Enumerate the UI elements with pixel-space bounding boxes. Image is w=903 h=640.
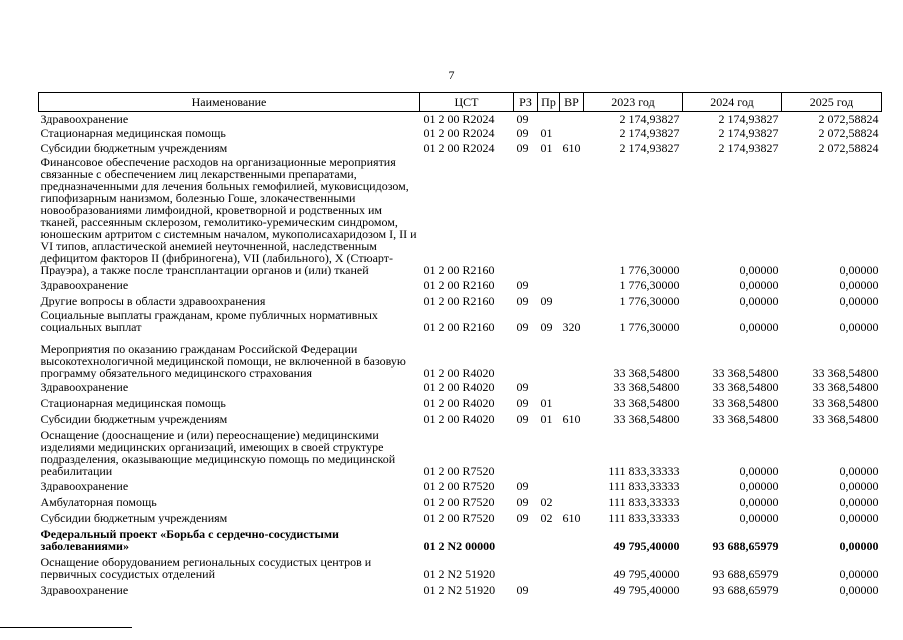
row-2023: 1 776,30000 bbox=[619, 293, 680, 307]
row-cst: 01 2 00 R7520 bbox=[423, 510, 495, 524]
table-header-row bbox=[39, 93, 882, 112]
row-2024: 33 368,54800 bbox=[712, 379, 779, 393]
row-name: Мероприятия по оказанию гражданам Российской Федерации высокотехнологичной медицинской помощи, не включенной в базовую программу обязательного медицинского страхования bbox=[40, 341, 406, 379]
row-2023: 49 795,40000 bbox=[613, 566, 680, 580]
row-vr bbox=[560, 477, 584, 492]
row-2024: 93 688,65979 bbox=[712, 538, 779, 552]
row-cst: 01 2 00 R2024 bbox=[423, 140, 495, 154]
row-2024: 0,00000 bbox=[739, 494, 779, 508]
header-name: Наименование bbox=[39, 93, 420, 112]
row-2023: 49 795,40000 bbox=[613, 538, 680, 552]
table-row bbox=[39, 580, 882, 596]
row-vr bbox=[560, 580, 584, 596]
row-2023: 2 174,93827 bbox=[619, 125, 680, 139]
row-2024: 0,00000 bbox=[739, 277, 779, 291]
row-pr: 02 bbox=[540, 510, 553, 524]
row-rz bbox=[514, 524, 538, 552]
row-pr bbox=[538, 425, 560, 477]
row-2025: 0,00000 bbox=[839, 494, 879, 508]
row-rz bbox=[514, 552, 538, 580]
row-2024: 93 688,65979 bbox=[712, 566, 779, 580]
row-name: Субсидии бюджетным учреждениям bbox=[40, 411, 228, 425]
row-cst: 01 2 N2 00000 bbox=[423, 538, 496, 552]
row-name: Здравоохранение bbox=[40, 111, 129, 125]
budget-table bbox=[38, 92, 882, 596]
row-2025: 0,00000 bbox=[839, 478, 879, 492]
table-row bbox=[39, 276, 882, 291]
table-row bbox=[39, 524, 882, 552]
row-cst: 01 2 00 R2024 bbox=[423, 125, 495, 139]
row-2023: 33 368,54800 bbox=[613, 395, 680, 409]
row-vr bbox=[560, 552, 584, 580]
table-row bbox=[39, 139, 882, 154]
row-2025: 0,00000 bbox=[839, 293, 879, 307]
table-row bbox=[39, 291, 882, 307]
row-pr bbox=[538, 154, 560, 276]
row-vr bbox=[560, 154, 584, 276]
row-cst: 01 2 00 R4020 bbox=[423, 411, 495, 425]
row-cst: 01 2 00 R7520 bbox=[423, 494, 495, 508]
row-pr bbox=[538, 580, 560, 596]
row-2023: 111 833,33333 bbox=[608, 510, 680, 524]
page-number: 7 bbox=[448, 68, 455, 82]
row-2024: 33 368,54800 bbox=[712, 365, 779, 379]
row-2025: 33 368,54800 bbox=[812, 411, 879, 425]
row-2025: 0,00000 bbox=[839, 463, 879, 477]
row-cst: 01 2 00 R4020 bbox=[423, 395, 495, 409]
row-2025: 33 368,54800 bbox=[812, 379, 879, 393]
row-rz: 09 bbox=[516, 411, 529, 425]
row-2023: 1 776,30000 bbox=[619, 277, 680, 291]
row-pr: 09 bbox=[540, 319, 553, 333]
row-vr: 610 bbox=[562, 510, 581, 524]
row-cst: 01 2 00 R2160 bbox=[423, 262, 495, 276]
row-vr bbox=[560, 333, 584, 379]
row-pr bbox=[538, 379, 560, 393]
row-cst: 01 2 N2 51920 bbox=[423, 582, 496, 596]
row-rz: 09 bbox=[516, 319, 529, 333]
row-cst: 01 2 00 R4020 bbox=[423, 365, 495, 379]
row-2025: 0,00000 bbox=[839, 319, 879, 333]
row-pr: 01 bbox=[540, 395, 553, 409]
row-rz: 09 bbox=[516, 111, 529, 125]
row-rz: 09 bbox=[516, 125, 529, 139]
row-cst: 01 2 00 R7520 bbox=[423, 478, 495, 492]
row-pr: 01 bbox=[540, 411, 553, 425]
row-name: Здравоохранение bbox=[40, 582, 129, 596]
row-pr: 01 bbox=[540, 140, 553, 154]
row-2025: 0,00000 bbox=[839, 538, 879, 552]
row-name: Здравоохранение bbox=[40, 478, 129, 492]
table-row bbox=[39, 425, 882, 477]
row-pr: 09 bbox=[540, 293, 553, 307]
row-pr bbox=[538, 477, 560, 492]
row-2023: 2 174,93827 bbox=[619, 111, 680, 125]
row-rz bbox=[514, 154, 538, 276]
table-row bbox=[39, 112, 882, 125]
row-vr bbox=[560, 492, 584, 508]
row-2024: 2 174,93827 bbox=[718, 125, 779, 139]
row-pr bbox=[538, 552, 560, 580]
row-2024: 0,00000 bbox=[739, 478, 779, 492]
row-2024: 2 174,93827 bbox=[718, 111, 779, 125]
row-rz: 09 bbox=[516, 494, 529, 508]
row-cst: 01 2 00 R7520 bbox=[423, 463, 495, 477]
row-name: Субсидии бюджетным учреждениям bbox=[40, 510, 228, 524]
row-name: Амбулаторная помощь bbox=[40, 494, 157, 508]
row-2024: 93 688,65979 bbox=[712, 582, 779, 596]
header-2025: 2025 год bbox=[782, 93, 882, 112]
header-2023: 2023 год bbox=[584, 93, 683, 112]
row-pr bbox=[538, 333, 560, 379]
row-2024: 0,00000 bbox=[739, 262, 779, 276]
row-vr: 610 bbox=[562, 411, 581, 425]
row-2025: 33 368,54800 bbox=[812, 365, 879, 379]
row-pr bbox=[538, 276, 560, 291]
row-2024: 0,00000 bbox=[739, 319, 779, 333]
row-cst: 01 2 N2 51920 bbox=[423, 566, 496, 580]
row-2023: 111 833,33333 bbox=[608, 494, 680, 508]
row-vr bbox=[560, 276, 584, 291]
header-2024: 2024 год bbox=[683, 93, 782, 112]
row-name: Другие вопросы в области здравоохранения bbox=[40, 293, 266, 307]
table-row bbox=[39, 552, 882, 580]
row-pr: 02 bbox=[540, 494, 553, 508]
row-rz: 09 bbox=[516, 510, 529, 524]
table-row bbox=[39, 477, 882, 492]
row-2023: 33 368,54800 bbox=[613, 365, 680, 379]
row-rz bbox=[514, 425, 538, 477]
row-vr bbox=[560, 393, 584, 409]
row-2023: 1 776,30000 bbox=[619, 319, 680, 333]
row-2025: 2 072,58824 bbox=[818, 140, 879, 154]
row-2023: 111 833,33333 bbox=[608, 478, 680, 492]
row-name: Оснащение (дооснащение и (или) переоснащение) медицинскими изделиями медицинских организаций, имеющих в своей структуре подразделения, оказывающие медицинскую помощь по медицинской реабилитации bbox=[40, 427, 396, 477]
row-name: Здравоохранение bbox=[40, 379, 129, 393]
row-cst: 01 2 00 R2160 bbox=[423, 319, 495, 333]
row-name: Стационарная медицинская помощь bbox=[40, 395, 226, 409]
row-name: Федеральный проект «Борьба с сердечно-сосудистыми заболеваниями» bbox=[40, 526, 339, 552]
table-row bbox=[39, 333, 882, 379]
table-row bbox=[39, 393, 882, 409]
footnote-divider bbox=[0, 627, 132, 628]
row-2025: 0,00000 bbox=[839, 262, 879, 276]
row-name: Стационарная медицинская помощь bbox=[40, 125, 226, 139]
table-row bbox=[39, 154, 882, 276]
row-vr bbox=[560, 524, 584, 552]
header-pr: Пр bbox=[538, 93, 560, 112]
row-2025: 2 072,58824 bbox=[818, 125, 879, 139]
table-row bbox=[39, 125, 882, 139]
row-vr: 320 bbox=[562, 319, 581, 333]
row-2023: 33 368,54800 bbox=[613, 379, 680, 393]
table-row bbox=[39, 492, 882, 508]
row-rz: 09 bbox=[516, 379, 529, 393]
row-2023: 1 776,30000 bbox=[619, 262, 680, 276]
row-2025: 0,00000 bbox=[839, 277, 879, 291]
row-cst: 01 2 00 R2160 bbox=[423, 293, 495, 307]
row-name: Здравоохранение bbox=[40, 277, 129, 291]
row-2024: 33 368,54800 bbox=[712, 395, 779, 409]
row-2024: 0,00000 bbox=[739, 510, 779, 524]
row-name: Субсидии бюджетным учреждениям bbox=[40, 140, 228, 154]
row-2024: 2 174,93827 bbox=[718, 140, 779, 154]
row-2024: 0,00000 bbox=[739, 463, 779, 477]
row-vr bbox=[560, 112, 584, 125]
row-pr bbox=[538, 524, 560, 552]
row-name: Социальные выплаты гражданам, кроме публичных нормативных социальных выплат bbox=[40, 307, 378, 333]
row-2025: 0,00000 bbox=[839, 510, 879, 524]
table-row bbox=[39, 409, 882, 425]
row-rz: 09 bbox=[516, 478, 529, 492]
table-row bbox=[39, 307, 882, 333]
row-vr bbox=[560, 291, 584, 307]
row-name: Оснащение оборудованием региональных сосудистых центров и первичных сосудистых отделений bbox=[40, 554, 372, 580]
row-2023: 33 368,54800 bbox=[613, 411, 680, 425]
row-rz bbox=[514, 333, 538, 379]
row-pr: 01 bbox=[540, 125, 553, 139]
row-name: Финансовое обеспечение расходов на организационные мероприятия связанные с обеспечением лиц лекарственными препаратами, предназначенными для лечения больных гемофилией, муковисцидозом, гипофизарным нанизмом, болезнью Гоше, злокачественными новообразованиями лимфоидной, кроветворной и родственных им тканей, рассеянным склерозом, гемолитико-уремическим синдромом, юношеским артритом с системным началом, мукополисахаридозом I, II и VI типов, апластической анемией неуточненной, наследственным дефицитом факторов II (фибриногена), VII (лабильного), X (Стюарт-Прауэра), а также после трансплантации органов и (или) тканей bbox=[40, 154, 417, 276]
row-cst: 01 2 00 R2160 bbox=[423, 277, 495, 291]
row-rz: 09 bbox=[516, 582, 529, 596]
header-rz: РЗ bbox=[514, 93, 538, 112]
table-body bbox=[39, 112, 882, 596]
row-rz: 09 bbox=[516, 140, 529, 154]
row-vr bbox=[560, 125, 584, 139]
row-2025: 33 368,54800 bbox=[812, 395, 879, 409]
header-vr: ВР bbox=[560, 93, 584, 112]
table-row bbox=[39, 508, 882, 524]
row-vr bbox=[560, 425, 584, 477]
row-2025: 0,00000 bbox=[839, 582, 879, 596]
row-2023: 49 795,40000 bbox=[613, 582, 680, 596]
row-2024: 0,00000 bbox=[739, 293, 779, 307]
row-2023: 2 174,93827 bbox=[619, 140, 680, 154]
row-2023: 111 833,33333 bbox=[608, 463, 680, 477]
row-rz: 09 bbox=[516, 395, 529, 409]
row-rz: 09 bbox=[516, 277, 529, 291]
table-row bbox=[39, 379, 882, 393]
row-2024: 33 368,54800 bbox=[712, 411, 779, 425]
row-2025: 2 072,58824 bbox=[818, 111, 879, 125]
row-rz: 09 bbox=[516, 293, 529, 307]
row-vr: 610 bbox=[562, 140, 581, 154]
row-pr bbox=[538, 112, 560, 125]
row-cst: 01 2 00 R4020 bbox=[423, 379, 495, 393]
row-2025: 0,00000 bbox=[839, 566, 879, 580]
row-cst: 01 2 00 R2024 bbox=[423, 111, 495, 125]
header-cst: ЦСТ bbox=[420, 93, 514, 112]
row-vr bbox=[560, 379, 584, 393]
